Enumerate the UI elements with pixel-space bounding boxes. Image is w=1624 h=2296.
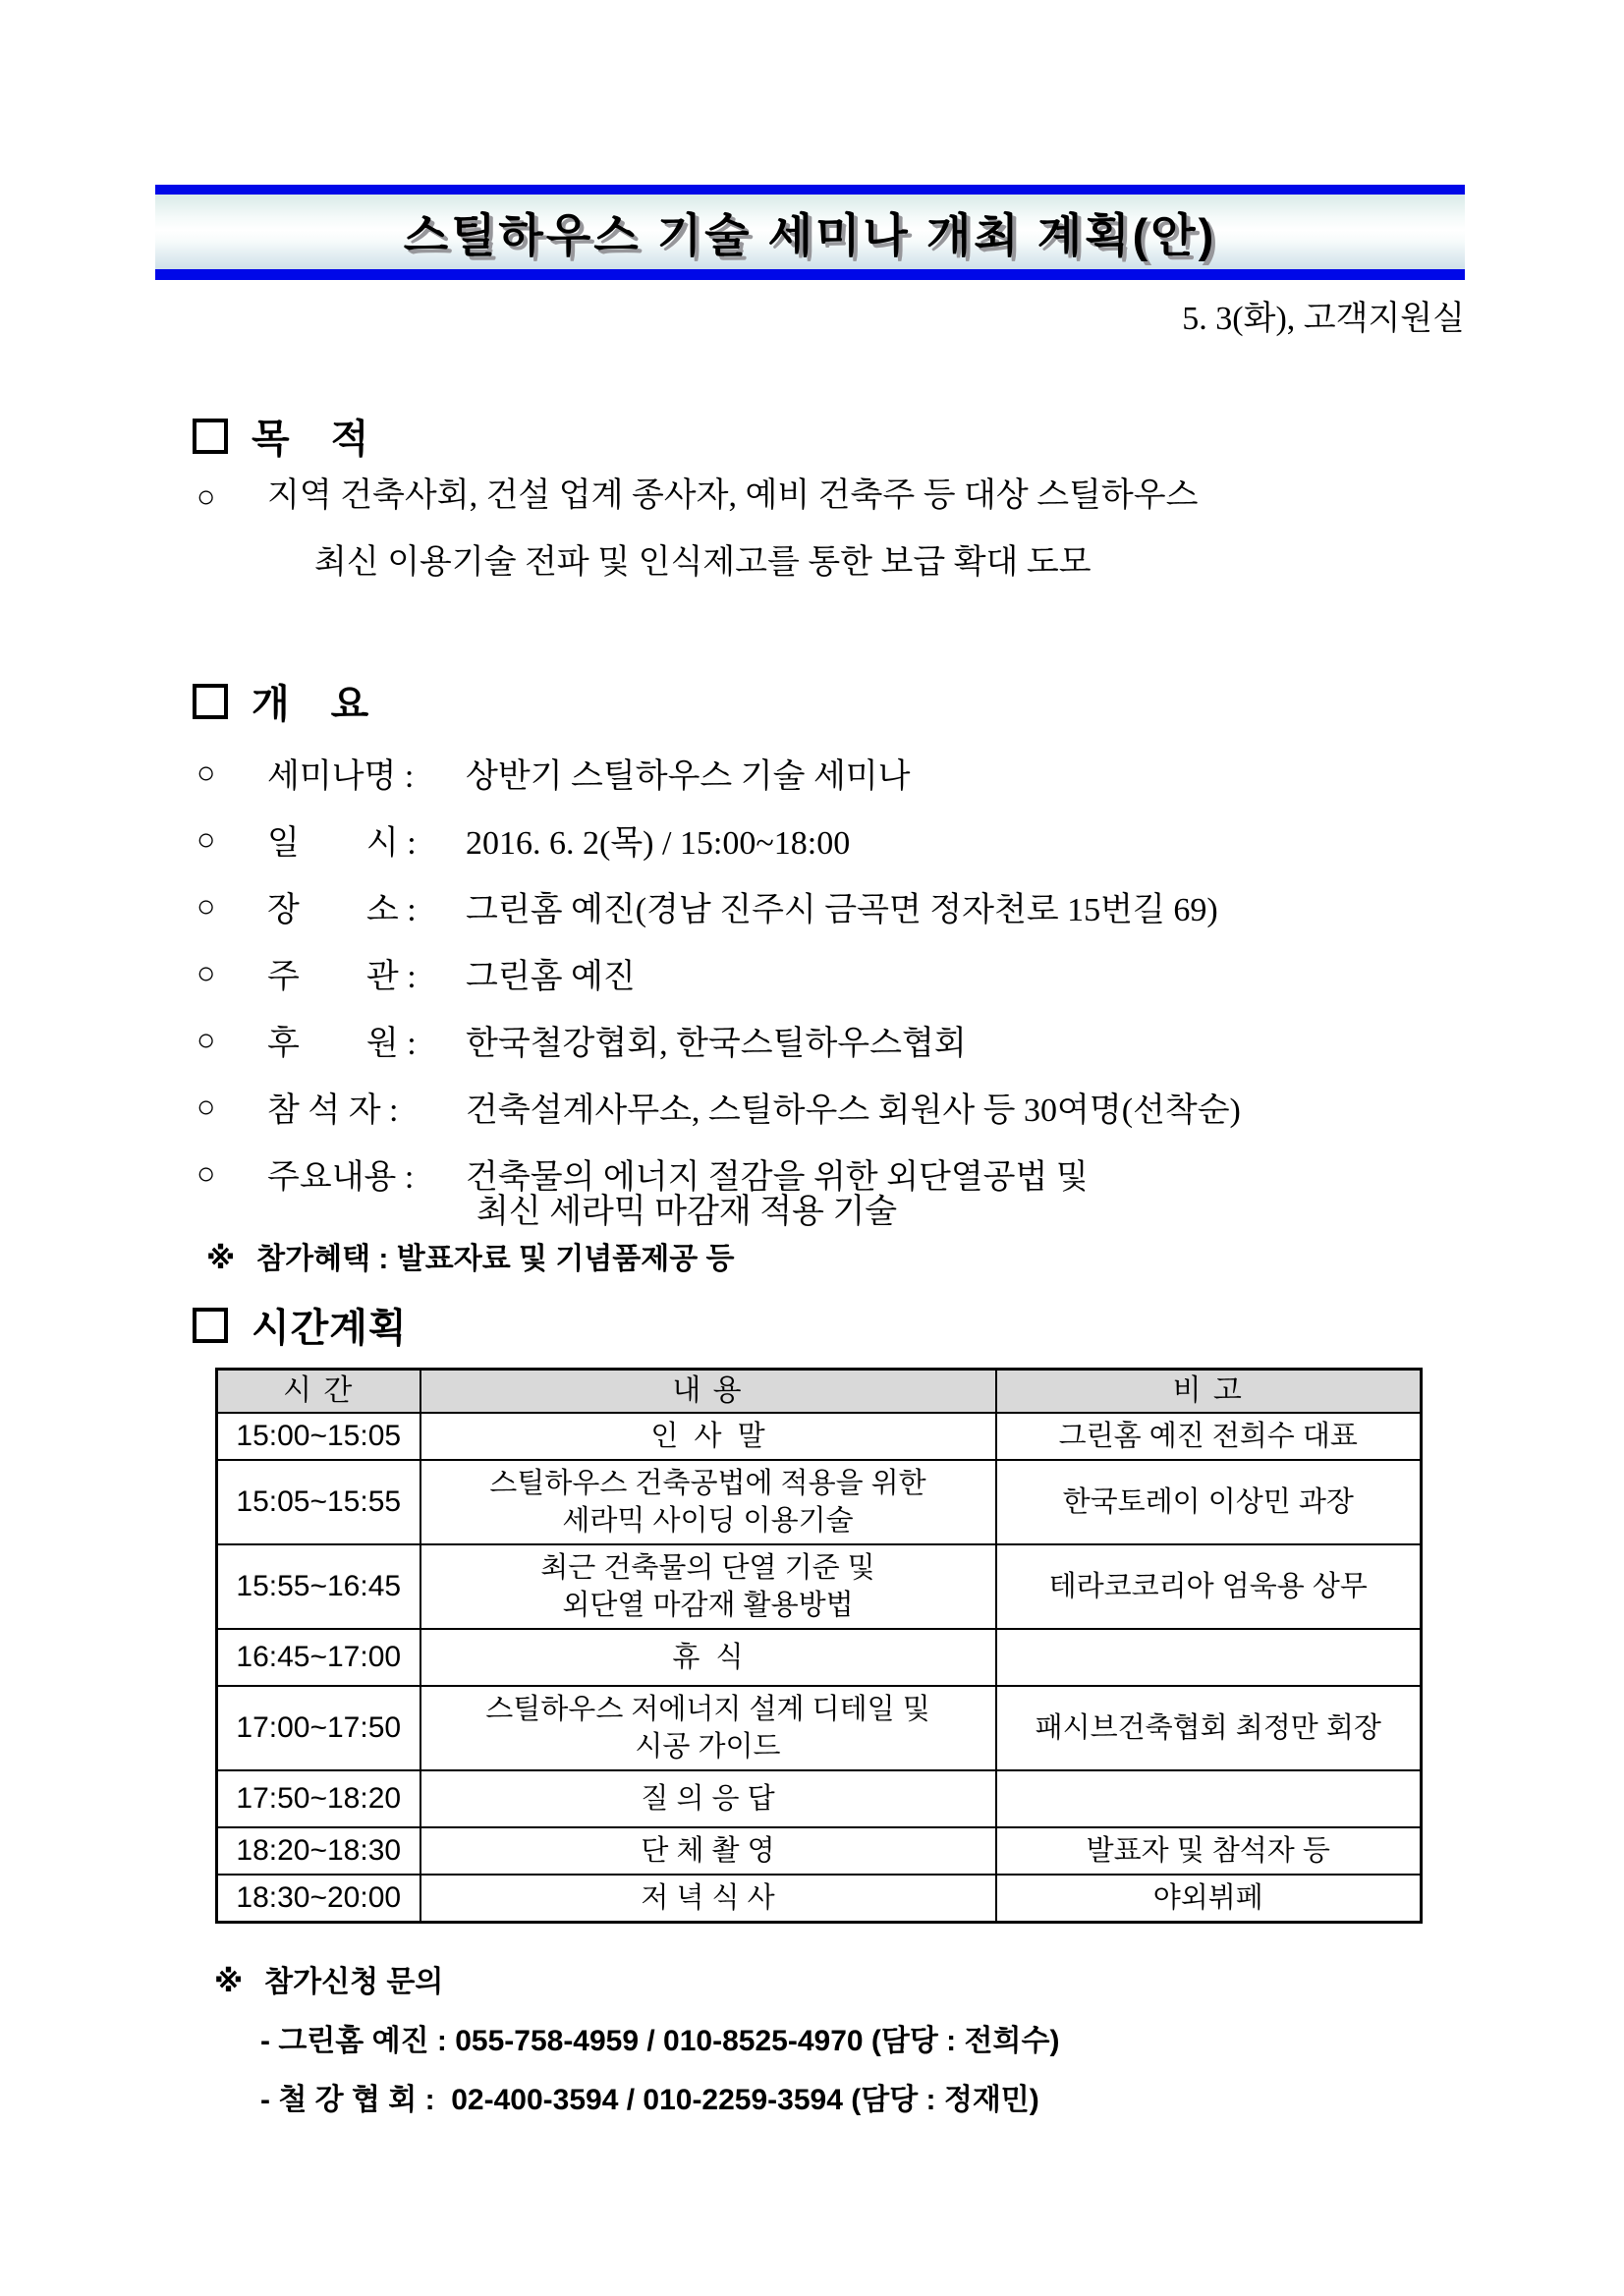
overview-item-value: 한국철강협회, 한국스틸하우스협회 bbox=[466, 1025, 967, 1062]
purpose-line-1-text: 지역 건축사회, 건설 업계 종사자, 예비 건축주 등 대상 스틸하우스 bbox=[267, 477, 1199, 514]
overview-item-value: 건축설계사무소, 스틸하우스 회원사 등 30여명(선착순) bbox=[466, 1092, 1241, 1129]
contact-line-steel-association: - 철 강 협 회 : 02-400-3594 / 010-2259-3594 (담당 : 정재민) bbox=[260, 2084, 1039, 2116]
note-cell bbox=[996, 1686, 1422, 1770]
content-cell bbox=[420, 1770, 996, 1827]
overview-item-value: 상반기 스틸하우스 기술 세미나 bbox=[466, 757, 911, 795]
content-cell bbox=[420, 1629, 996, 1686]
content-line: 스틸하우스 건축공법에 적용을 위한 bbox=[489, 1468, 926, 1499]
note-text: 발표자 및 참석자 등 bbox=[1086, 1835, 1330, 1867]
contact-list bbox=[260, 2012, 1059, 2130]
column-header-content: 내 용 bbox=[420, 1370, 996, 1414]
overview-item-value: 그린홈 예진 bbox=[466, 958, 636, 995]
note-cell bbox=[996, 1544, 1422, 1629]
content-line: 스틸하우스 저에너지 설계 디테일 및 bbox=[485, 1694, 930, 1725]
table-row bbox=[217, 1544, 1422, 1629]
content-line: 단 체 촬 영 bbox=[641, 1835, 775, 1867]
note-cell bbox=[996, 1413, 1422, 1460]
note-text: 야외뷔페 bbox=[1152, 1882, 1263, 1914]
circle-bullet-icon: ○ bbox=[196, 478, 216, 514]
reference-mark-icon: ※ bbox=[206, 1243, 236, 1275]
circle-bullet-icon: ○ bbox=[196, 820, 216, 857]
table-row bbox=[217, 1827, 1422, 1875]
content-cell bbox=[420, 1827, 996, 1875]
time-cell: 17:00~17:50 bbox=[217, 1686, 420, 1770]
note-text: 테라코코리아 엄욱용 상무 bbox=[1048, 1571, 1368, 1602]
purpose-line-1 bbox=[196, 475, 1198, 518]
section-heading-purpose bbox=[193, 408, 369, 464]
content-cell bbox=[420, 1413, 996, 1460]
benefit-note-text: 참가혜택 : 발표자료 및 기념품제공 등 bbox=[256, 1243, 735, 1275]
content-line: 휴 식 bbox=[672, 1642, 744, 1673]
overview-item-organizer bbox=[196, 939, 1241, 1006]
content-cell bbox=[420, 1460, 996, 1544]
content-cell bbox=[420, 1875, 996, 1923]
section-heading-overview-label: 개 요 bbox=[252, 683, 370, 726]
section-heading-schedule-label: 시간계획 bbox=[252, 1307, 408, 1350]
benefit-note bbox=[206, 1240, 735, 1279]
overview-item-seminar-name bbox=[196, 739, 1241, 806]
time-cell: 15:05~15:55 bbox=[217, 1460, 420, 1544]
content-cell bbox=[420, 1544, 996, 1629]
content-line: 인 사 말 bbox=[650, 1421, 765, 1452]
note-text: 한국토레이 이상민 과장 bbox=[1062, 1486, 1354, 1518]
content-line: 저 녁 식 사 bbox=[641, 1882, 775, 1914]
content-line: 시공 가이드 bbox=[635, 1731, 781, 1763]
date-department-line: 5. 3(화), 고객지원실 bbox=[1182, 301, 1465, 337]
banner-body bbox=[155, 195, 1465, 269]
time-cell: 16:45~17:00 bbox=[217, 1629, 420, 1686]
purpose-line-2: 최신 이용기술 전파 및 인식제고를 통한 보급 확대 도모 bbox=[314, 544, 1092, 581]
column-header-time: 시 간 bbox=[217, 1370, 420, 1414]
circle-bullet-icon: ○ bbox=[196, 1021, 216, 1057]
square-bullet-icon bbox=[193, 419, 228, 454]
overview-item-label: 주요내용 : bbox=[267, 1158, 415, 1196]
circle-bullet-icon: ○ bbox=[196, 954, 216, 990]
square-bullet-icon bbox=[193, 1308, 228, 1343]
overview-item-label: 장 소 : bbox=[267, 891, 417, 928]
content-line: 세라믹 사이딩 이용기술 bbox=[562, 1505, 854, 1537]
note-cell bbox=[996, 1875, 1422, 1923]
table-row bbox=[217, 1413, 1422, 1460]
overview-item-label: 주 관 : bbox=[267, 958, 417, 995]
note-cell bbox=[996, 1770, 1422, 1827]
time-cell: 18:20~18:30 bbox=[217, 1827, 420, 1875]
note-cell bbox=[996, 1460, 1422, 1544]
overview-list bbox=[196, 739, 1241, 1206]
content-line: 외단열 마감재 활용방법 bbox=[562, 1590, 854, 1621]
note-text: 그린홈 예진 전희수 대표 bbox=[1058, 1421, 1358, 1452]
content-cell bbox=[420, 1686, 996, 1770]
contact-heading-text: 참가신청 문의 bbox=[264, 1966, 444, 1998]
content-line: 질 의 응 답 bbox=[641, 1783, 775, 1815]
circle-bullet-icon: ○ bbox=[196, 887, 216, 924]
contact-heading bbox=[214, 1963, 443, 2002]
overview-item-label: 세미나명 : bbox=[267, 757, 415, 795]
banner-bottom-bar bbox=[155, 269, 1465, 280]
overview-item-value: 2016. 6. 2(목) / 15:00~18:00 bbox=[466, 824, 851, 862]
column-header-note: 비 고 bbox=[996, 1370, 1422, 1414]
table-row bbox=[217, 1686, 1422, 1770]
time-cell: 18:30~20:00 bbox=[217, 1875, 420, 1923]
banner-top-bar bbox=[155, 185, 1465, 195]
table-row bbox=[217, 1629, 1422, 1686]
overview-item-value: 건축물의 에너지 절감을 위한 외단열공법 및 bbox=[466, 1158, 1089, 1196]
note-text: 패시브건축협회 최정만 회장 bbox=[1035, 1712, 1381, 1744]
circle-bullet-icon: ○ bbox=[196, 1088, 216, 1124]
time-cell: 15:00~15:05 bbox=[217, 1413, 420, 1460]
title-banner bbox=[155, 185, 1465, 280]
circle-bullet-icon: ○ bbox=[196, 1154, 216, 1191]
overview-item-label: 후 원 : bbox=[267, 1025, 417, 1062]
section-heading-purpose-label: 목 적 bbox=[252, 418, 370, 461]
overview-item-sponsor bbox=[196, 1006, 1241, 1073]
schedule-table bbox=[215, 1368, 1423, 1924]
table-row bbox=[217, 1875, 1422, 1923]
contact-line-greenhome: - 그린홈 예진 : 055-758-4959 / 010-8525-4970 (담당 : 전희수) bbox=[260, 2025, 1060, 2057]
section-heading-schedule bbox=[193, 1297, 408, 1353]
overview-item-datetime bbox=[196, 806, 1241, 872]
page-title: 스틸하우스 기술 세미나 개최 계획(안) bbox=[403, 208, 1217, 261]
time-cell: 15:55~16:45 bbox=[217, 1544, 420, 1629]
circle-bullet-icon: ○ bbox=[196, 754, 216, 790]
section-heading-overview bbox=[193, 673, 369, 729]
overview-item-place bbox=[196, 872, 1241, 939]
square-bullet-icon bbox=[193, 684, 228, 719]
time-cell: 17:50~18:20 bbox=[217, 1770, 420, 1827]
reference-mark-icon: ※ bbox=[214, 1966, 244, 1998]
table-row bbox=[217, 1770, 1422, 1827]
table-header-row bbox=[217, 1370, 1422, 1414]
overview-item-label: 일 시 : bbox=[267, 824, 417, 862]
note-cell bbox=[996, 1629, 1422, 1686]
note-cell bbox=[996, 1827, 1422, 1875]
overview-item-value: 그린홈 예진(경남 진주시 금곡면 정자천로 15번길 69) bbox=[466, 891, 1218, 928]
overview-item-attendees bbox=[196, 1073, 1241, 1140]
overview-continuation-line: 최신 세라믹 마감재 적용 기술 bbox=[476, 1194, 898, 1230]
overview-item-label: 참 석 자 : bbox=[267, 1092, 399, 1129]
table-row bbox=[217, 1460, 1422, 1544]
content-line: 최근 건축물의 단열 기준 및 bbox=[540, 1552, 875, 1584]
